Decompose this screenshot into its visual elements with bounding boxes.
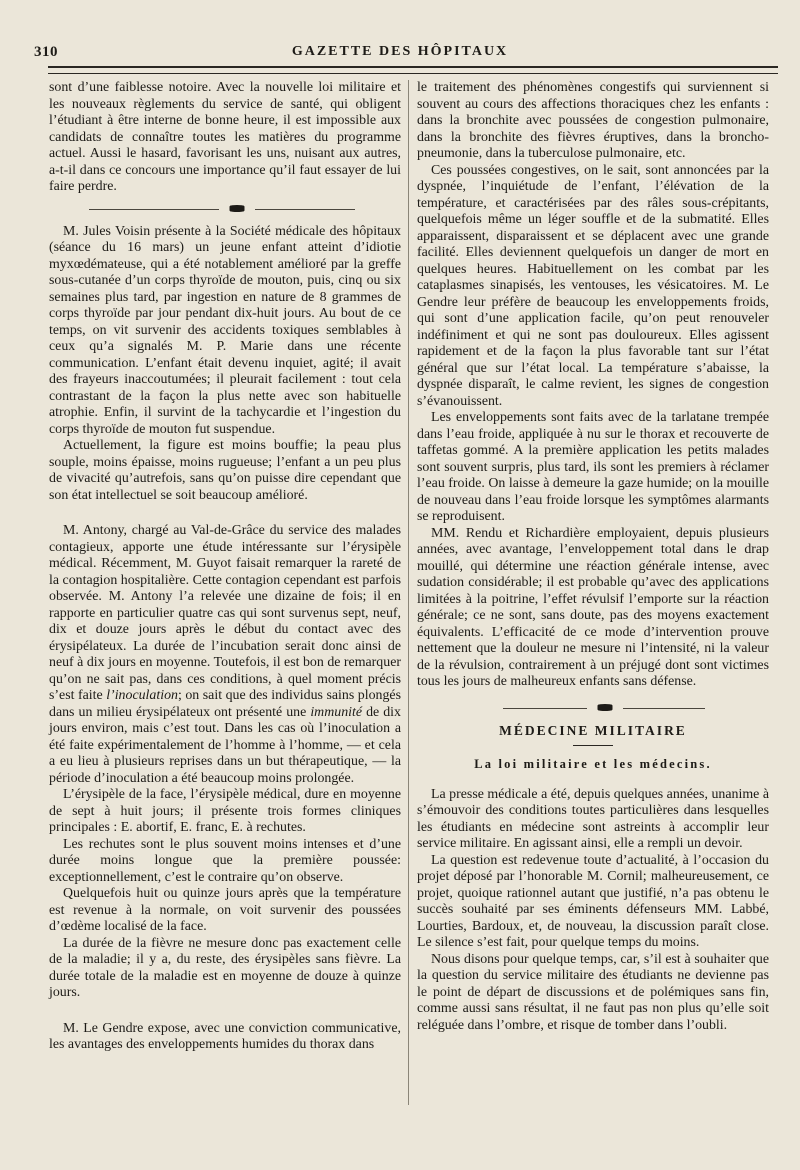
paragraph: MM. Rendu et Richardière employaient, depuis plusieurs années, avec avantage, l’enveloppement total dans le drap mouillé, qui détermine une réaction générale intense, avec sudation considérable; il est probable qu’avec des applications limitées à la poitrine, l’effet révulsif l’emporte sur la réaction générale; ce ne sont, sans doute, pas des moyens exactement équivalents. L’efficacité de ce mode d’intervention prouve nettement que la douleur ne mesure ni l’intensité, ni la valeur de la révulsion, contrairement à un préjugé dont sont victimes tous les jours de malheureux enfants sans défense. [417,525,769,689]
paragraph: Les rechutes sont le plus souvent moins intenses et d’une durée moins longue que la première poussée: exceptionnellement, c’est le contraire qu’on observe. [49,836,401,885]
page-number: 310 [34,44,58,60]
paragraph: La question est redevenue toute d’actualité, à l’occasion du projet déposé par l’honorable M. Cornil; malheureusement, ce projet, quoique rationnel autant que justifié, n’a pas obtenu le succès souhaité par ses éminents défenseurs MM. Labbé, Lourties, Bardoux, et, de nouveau, la discussion paraît close. Le silence s’est fait, pour quelque temps du moins. [417,852,769,950]
paragraph: L’érysipèle de la face, l’érysipèle médical, dure en moyenne de sept à huit jours; il présente trois formes cliniques principales : E. abortif, E. franc, E. à rechutes. [49,787,401,835]
paragraph: Nous disons pour quelque temps, car, s’il est à souhaiter que la question du service militaire des étudiants ne devienne pas le point de départ de discussions et de polémiques sans fin, comme aussi sans résultat, il ne faut pas non plus qu’elle soit reléguée dans l’ombre, et risque de tomber dans l’oubli. [417,951,769,1033]
paragraph: M. Antony, chargé au Val-de-Grâce du service des malades contagieux, apporte une étude intéressante sur l’érysipèle médical. Récemment, M. Guyot faisait remarquer la rareté de la contagion hospitalière. Cette contagion cependant est parfois observée. M. Antony l’a relevée une dizaine de fois; il en rapporte en particulier quatre cas qui sont survenus sept, neuf, dix et douze jours après le début du contact avec des érysipélateux. La durée de l’incubation serait donc ainsi de neuf à dix jours en moyenne. Toutefois, il est bon de remarquer qu’on ne sait pas, dans ces conditions, à quel moment précis s’est faite l’inoculation; on sait que des individus sains plongés dans un milieu érysipélateux ont présenté une immunité de dix jours environ, mais c’est tout. Dans les cas où l’inoculation a été faite expérimentalement de l’homme à l’homme, — et cela a eu lieu à plusieurs reprises dans un but thérapeutique, — la période d’inoculation a été beaucoup moins prolongée. [49,523,401,786]
right-column [417,80,769,1034]
section-title: MÉDECINE MILITAIRE [499,722,687,738]
paragraph: sont d’une faiblesse notoire. Avec la nouvelle loi militaire et les nouveaux règlements du service de santé, qui obligent l’étudiant à être interne de bonne heure, il est impossible aux candidats de connaître toutes les matières du programme actuel. Aussi le hasard, favorisant les uns, nuisant aux autres, a-t-il dans ce concours une importance qu’il faut essayer de lui faire perdre. [49,80,401,194]
paragraph: M. Le Gendre expose, avec une conviction communicative, les avantages des enveloppements humides du thorax dans [49,1020,401,1052]
paragraph: Ces poussées congestives, on le sait, sont annoncées par la dyspnée, l’inquiétude de l’enfant, l’élévation de la température, et caractérisées par des râles sous-crépitants, quelquefois même un léger souffle et de la submatité. Elles apparaissent, disparaissent et se déplacent avec une grande facilité. Elles deviennent quelquefois un danger de mort en quelques heures. Habituellement on les combat par les cataplasmes sinapisés, les ventouses, les vésicatoires. M. Le Gendre leur préfère de beaucoup les enveloppements froids, qui sont d’une application facile, qu’on peut renouveler indéfiniment et qui ne sont pas douloureux. Elles agissent rapidement et de la façon la plus favorable tant sur l’état général que sur l’état local. La température s’abaisse, la dyspnée disparaît, le calme revient, les signes de congestion s’évanouissent. [417,162,769,409]
column-divider [408,80,409,1105]
paragraph: Les enveloppements sont faits avec de la tarlatane trempée dans l’eau froide, appliquée à nu sur le thorax et recouverte de taffetas gommé. A la première application les petits malades sont souvent surpris, plus tard, ils sont les premiers à réclamer l’eau froide. On laisse à demeure la gaze humide; on la mouille de nouveau dans l’eau froide lorsque les symptômes alarmants se reproduisent. [417,410,769,524]
section-rule [573,745,613,746]
running-head [0,38,800,62]
paragraph: La durée de la fièvre ne mesure donc pas exactement celle de la maladie; il y a, du reste, des érysipèles sans fièvre. La durée totale de la maladie est en moyenne de douze à quinze jours. [49,935,401,1000]
journal-title: GAZETTE DES HÔPITAUX [291,44,509,59]
section-ornament [417,701,769,715]
paragraph: le traitement des phénomènes congestifs qui surviennent si souvent au cours des affections thoraciques chez les enfants : dans la bronchite avec poussées de congestion pulmonaire, dans la bronchite des fièvres éruptives, dans la broncho-pneumonie, dans la tuberculose pulmonaire, etc. [417,80,769,161]
paragraph: Actuellement, la figure est moins bouffie; la peau plus souple, moins épaisse, moins rugueuse; l’enfant a un peu plus de vivacité qu’autrefois, sans qu’on puisse dire cependant que son état intellectuel se soit beaucoup amélioré. [49,438,401,503]
article-subtitle: La loi militaire et les médecins. [474,757,712,771]
paragraph: La presse médicale a été, depuis quelques années, unanime à s’émouvoir des conditions toutes particulières dans lesquelles les étudiants en médecine sont astreints à accomplir leur service militaire. En agissant ainsi, elle a rempli un devoir. [417,786,769,851]
paragraph: M. Jules Voisin présente à la Société médicale des hôpitaux (séance du 16 mars) un jeune enfant atteint d’idiotie myxœdémateuse, qui a été notablement amélioré par la greffe sous-cutanée d’un corps thyroïde de mouton, puis, cinq ou six semaines plus tard, par ingestion en nature de 8 grammes de corps thyroïde par jour pendant dix-huit jours. Au bout de ce temps, on vit survenir des accidents toxiques semblables à ceux qu’a signalés M. P. Marie dans une récente communication. L’enfant était devenu inquiet, agité; il avait des frayeurs inaccoutumées; il pleurait facilement : tout cela contrastant de la façon la plus nette avec son habituelle atrophie. Enfin, il survint de la tachycardie et l’ingestion du corps thyroïde de mouton fut suspendue. [49,223,401,437]
section-ornament [49,202,401,216]
paragraph: Quelquefois huit ou quinze jours après que la température est revenue à la normale, on voit survenir des poussées d’œdème localisé de la face. [49,886,401,934]
left-column [49,80,401,1054]
header-double-rule [48,66,778,74]
